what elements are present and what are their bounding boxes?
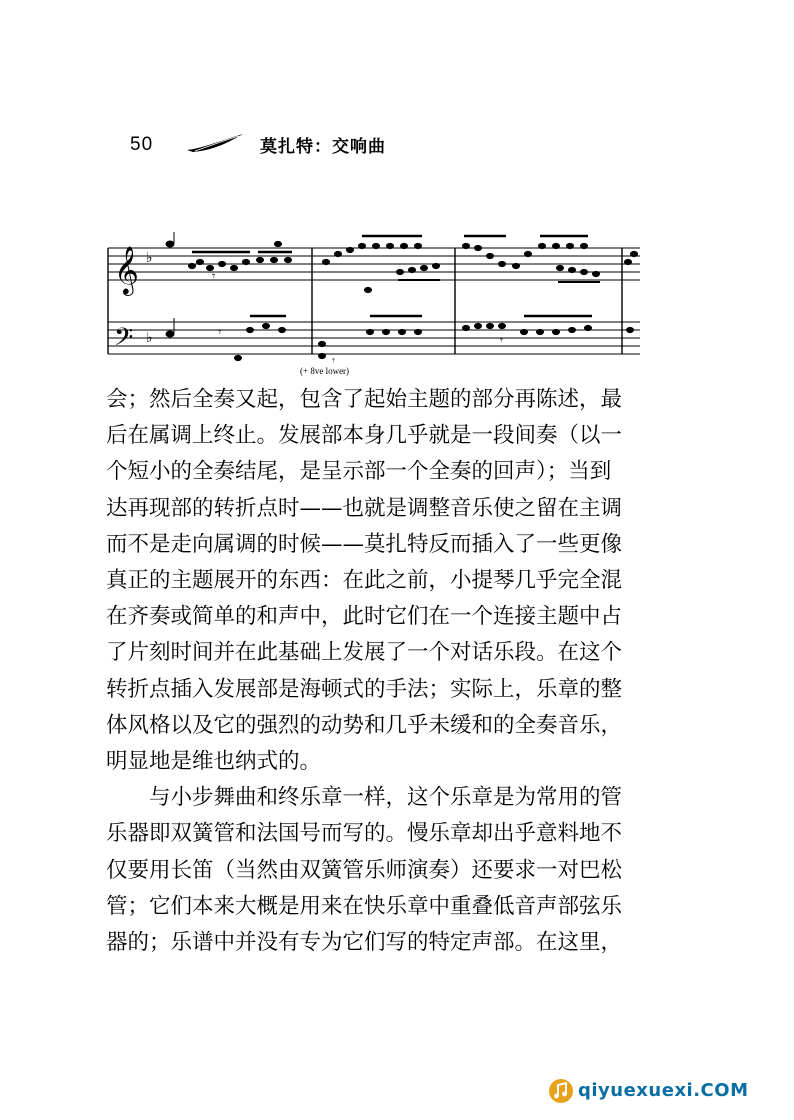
text-line: 会；然后全奏又起，包含了起始主题的部分再陈述，最 bbox=[106, 387, 623, 412]
rest-icon: 𝄾 bbox=[212, 269, 216, 283]
text-line: 乐器即双簧管和法国号而写的。慢乐章却出乎意料地不 bbox=[106, 821, 623, 847]
rest-icon: 𝄾 bbox=[332, 354, 335, 367]
bass-staff bbox=[108, 322, 640, 354]
key-signature-flat-icon: ♭ bbox=[146, 330, 153, 346]
text-line: 转折点插入发展部是海顿式的手法；实际上，乐章的整 bbox=[106, 676, 623, 702]
text-line: 明显地是维也纳式的。 bbox=[106, 749, 322, 775]
text-line: 而不是走向属调的时候——莫扎特反而插入了一些更像 bbox=[106, 531, 623, 557]
text-line: 后在属调上终止。发展部本身几乎就是一段间奏（以一 bbox=[106, 423, 623, 449]
rest-icon: 𝄾 bbox=[218, 325, 222, 339]
text-line: 个短小的全奏结尾，是呈示部一个全奏的回声）；当到 bbox=[106, 459, 612, 485]
text-line: 器的；乐谱中并没有专为它们写的特定声部。在这里， bbox=[106, 930, 623, 956]
text-line: 体风格以及它的强烈的动势和几乎未缓和的全奏音乐， bbox=[106, 712, 623, 738]
body-text bbox=[106, 382, 666, 961]
treble-clef-icon: 𝄞 bbox=[114, 245, 139, 294]
bass-clef-icon: 𝄢 bbox=[114, 323, 134, 358]
paragraph bbox=[106, 780, 666, 961]
page-header bbox=[130, 128, 450, 164]
rest-icon: 𝄾 bbox=[500, 334, 503, 347]
score-footnote: (+ 8ve lower) bbox=[300, 366, 350, 376]
text-line: 仅要用长笛（当然由双簧管乐师演奏）还要求一对巴松 bbox=[106, 857, 623, 883]
treble-notes bbox=[166, 232, 638, 293]
site-watermark bbox=[548, 1076, 778, 1106]
text-line: 在齐奏或简单的和声中，此时它们在一个连接主题中占 bbox=[106, 604, 623, 630]
text-line: 管；它们本来大概是用来在快乐章中重叠低音声部弦乐 bbox=[106, 893, 623, 919]
paragraph bbox=[106, 382, 666, 780]
text-line: 与小步舞曲和终乐章一样，这个乐章是为常用的管 bbox=[149, 785, 623, 811]
running-title: 莫扎特：交响曲 bbox=[260, 137, 386, 157]
music-score-excerpt bbox=[100, 232, 648, 382]
treble-staff bbox=[108, 248, 640, 280]
text-line: 了片刻时间并在此基础上发展了一个对话乐段。在这个 bbox=[106, 640, 623, 666]
page-number: 50 bbox=[130, 134, 154, 155]
key-signature-flat-icon: ♭ bbox=[146, 250, 153, 266]
text-line: 真正的主题展开的东西：在此之前，小提琴几乎完全混 bbox=[106, 568, 623, 594]
watermark-text: qiyuexuexi.COM bbox=[578, 1080, 749, 1101]
quill-ornament-icon bbox=[185, 132, 245, 154]
music-note-logo-icon bbox=[548, 1078, 574, 1104]
text-line: 达再现部的转折点时——也就是调整音乐使之留在主调 bbox=[106, 495, 623, 521]
